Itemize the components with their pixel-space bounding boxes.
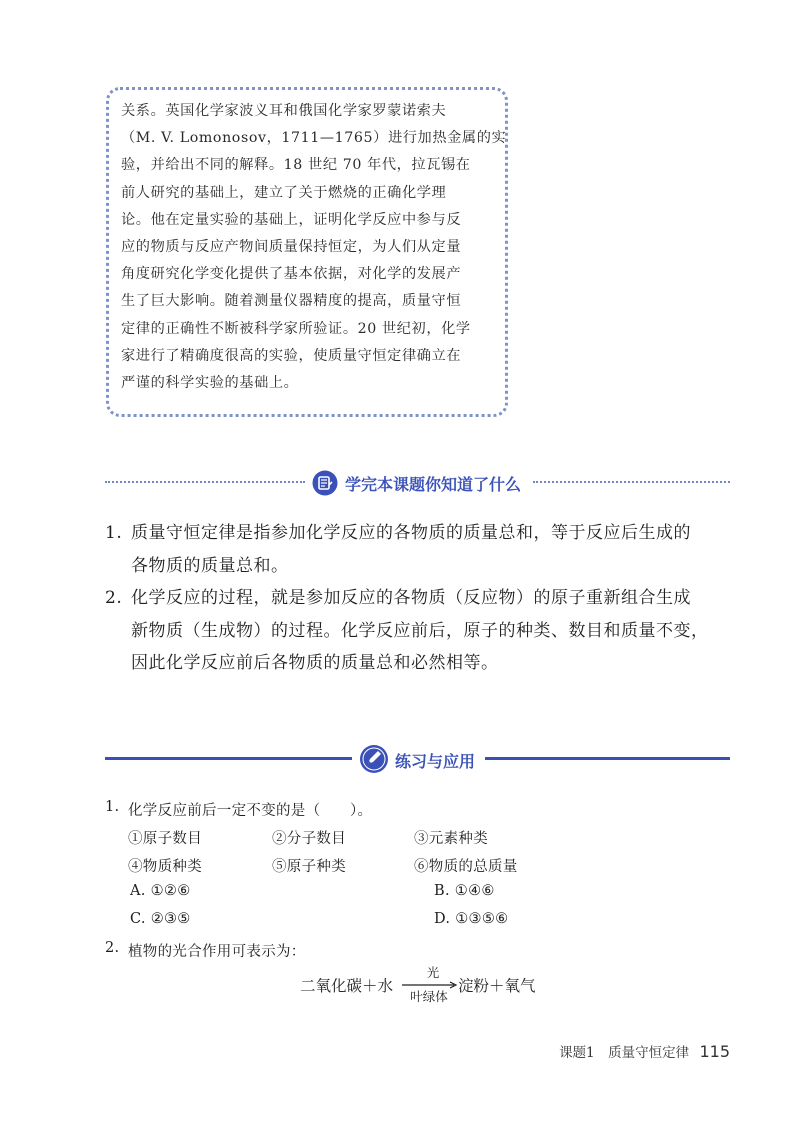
equation-condition-bottom: 叶绿体: [410, 989, 448, 1004]
note-line: 论。他在定量实验的基础上，证明化学反应中参与反: [121, 211, 462, 228]
dotted-divider-left: [105, 481, 305, 483]
q1-number: 1.: [105, 799, 120, 815]
summary-item: [105, 582, 735, 680]
note-line: 前人研究的基础上，建立了关于燃烧的正确化学理: [121, 184, 447, 201]
photosynthesis-equation: [300, 965, 560, 1004]
note-line: 生了巨大影响。随着测量仪器精度的提高，质量守恒: [121, 293, 462, 310]
summary-item-number: 2.: [105, 588, 123, 608]
history-note-text: [121, 98, 507, 397]
note-line: 关系。英国化学家波义耳和俄国化学家罗蒙诺索夫: [121, 103, 447, 119]
equation-products: 淀粉＋氧气: [458, 977, 536, 995]
summary-line: 质量守恒定律是指参加化学反应的各物质的质量总和，等于反应后生成的: [131, 523, 691, 543]
summary-line: 各物质的质量总和。: [131, 555, 289, 576]
summary-item: [105, 517, 735, 582]
q1-option: ②分子数目: [272, 831, 346, 847]
q1-choice-c: C. ②③⑤: [130, 911, 191, 927]
q1-choice-a: A. ①②⑥: [130, 883, 191, 899]
page-footer: [559, 1041, 730, 1061]
summary-list: [105, 517, 735, 680]
note-line: 角度研究化学变化提供了基本依据，对化学的发展产: [121, 266, 462, 283]
note-line: 定律的正确性不断被科学家所验证。20 世纪初，化学: [121, 320, 471, 337]
q1-option: ③元素种类: [414, 831, 488, 847]
q2-number: 2.: [105, 940, 120, 956]
q1-option: ①原子数目: [128, 831, 202, 847]
summary-section-title: 学完本课题你知道了什么: [345, 475, 522, 494]
equation-condition-top: 光: [426, 965, 440, 980]
note-line: 家进行了精确度很高的实验，使质量守恒定律确立在: [121, 347, 462, 364]
q2-stem: 植物的光合作用可表示为：: [128, 944, 306, 960]
note-line: 验，并给出不同的解释。18 世纪 70 年代，拉瓦锡在: [121, 157, 471, 174]
q1-stem: 化学反应前后一定不变的是（ ）。: [128, 803, 373, 819]
exercise-section-header: [105, 744, 730, 774]
notebook-icon: [312, 470, 338, 496]
note-line: （M. V. Lomonosov，1711—1765）进行加热金属的实: [121, 130, 507, 147]
dotted-divider-right: [533, 481, 730, 483]
q1-option: ⑥物质的总质量: [414, 859, 518, 875]
summary-line: 化学反应的过程，就是参加反应的各物质（反应物）的原子重新组合生成: [131, 588, 691, 608]
page-number: 115: [699, 1042, 730, 1061]
divider-right: [485, 757, 730, 760]
pencil-badge-icon: [359, 744, 389, 774]
note-line: 应的物质与反应产物间质量保持恒定，为人们从定量: [121, 239, 462, 256]
divider-left: [105, 757, 352, 760]
equation-reactants: 二氧化碳＋水: [300, 977, 394, 995]
note-line: 严谨的科学实验的基础上。: [121, 375, 299, 392]
summary-line: 因此化学反应前后各物质的质量总和必然相等。: [131, 653, 499, 673]
q1-choice-d: D. ①③⑤⑥: [434, 911, 509, 927]
exercise-section-title: 练习与应用: [395, 752, 476, 771]
q1-choice-b: B. ①④⑥: [434, 883, 495, 899]
q1-option: ⑤原子种类: [272, 859, 346, 875]
footer-chapter: 课题1 质量守恒定律: [559, 1045, 690, 1061]
q1-option: ④物质种类: [128, 859, 202, 875]
summary-section-header: [105, 468, 730, 496]
summary-line: 新物质（生成物）的过程。化学反应前后，原子的种类、数目和质量不变，: [131, 620, 709, 641]
summary-item-number: 1.: [105, 523, 123, 543]
